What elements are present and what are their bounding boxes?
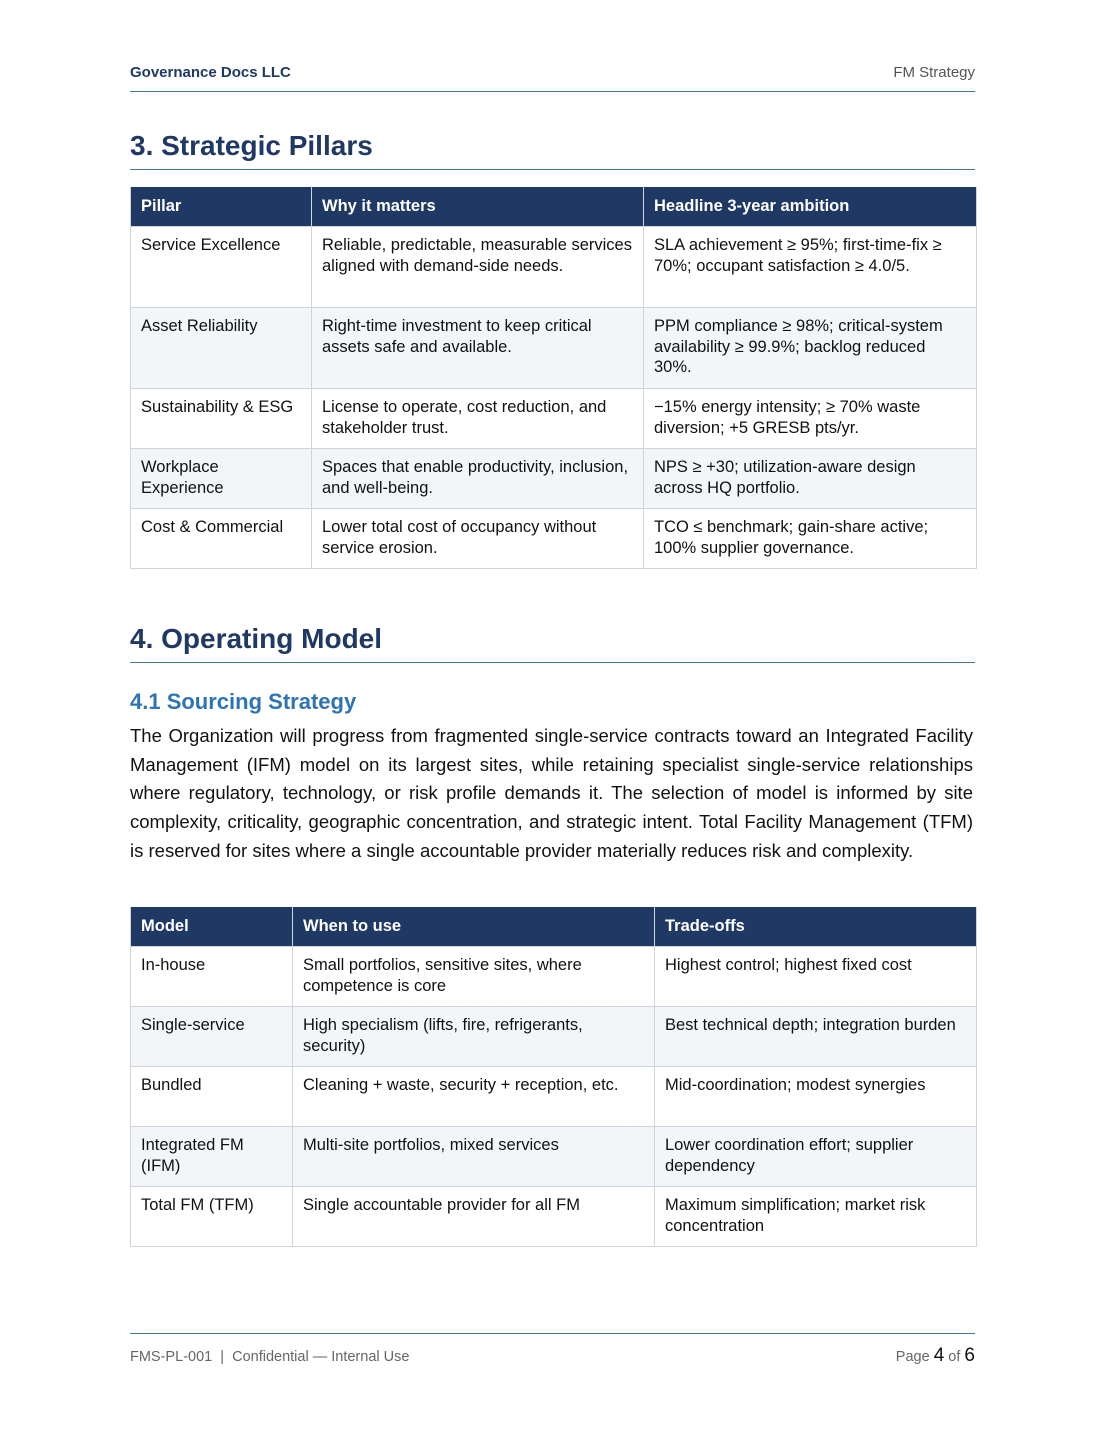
table-row bbox=[131, 389, 977, 449]
table-cell: Integrated FM (IFM) bbox=[131, 1127, 293, 1187]
footer-document-info bbox=[130, 1349, 409, 1365]
table-cell: Lower total cost of occupancy without service erosion. bbox=[312, 509, 644, 569]
section-heading-operating-model: 4. Operating Model bbox=[130, 622, 975, 663]
column-header: Trade-offs bbox=[655, 907, 977, 947]
page-footer bbox=[130, 1333, 975, 1367]
table-cell: Total FM (TFM) bbox=[131, 1187, 293, 1247]
table-cell: −15% energy intensity; ≥ 70% waste diversion; +5 GRESB pts/yr. bbox=[644, 389, 977, 449]
table-cell: Small portfolios, sensitive sites, where competence is core bbox=[293, 947, 655, 1007]
table-cell: PPM compliance ≥ 98%; critical-system availability ≥ 99.9%; backlog reduced 30%. bbox=[644, 308, 977, 389]
table-cell: Multi-site portfolios, mixed services bbox=[293, 1127, 655, 1187]
sourcing-strategy-paragraph: The Organization will progress from fragmented single-service contracts toward an Integrated Facility Management (IFM) model on its largest sites, while retaining specialist single-service relationships where regulatory, technology, or risk profile demands it. The selection of model is informed by site complexity, criticality, geographic concentration, and strategic intent. Total Facility Management (TFM) is reserved for sites where a single accountable provider materially reduces risk and complexity. bbox=[130, 725, 973, 861]
table-cell: Best technical depth; integration burden bbox=[655, 1007, 977, 1067]
table-cell: Service Excellence bbox=[131, 227, 312, 308]
table-row bbox=[131, 1007, 977, 1067]
table-header-row bbox=[131, 907, 977, 947]
total-page-number: 6 bbox=[964, 1345, 975, 1366]
classification-label: Confidential — Internal Use bbox=[232, 1349, 410, 1365]
table-cell: Reliable, predictable, measurable services aligned with demand-side needs. bbox=[312, 227, 644, 308]
table-cell: In-house bbox=[131, 947, 293, 1007]
column-header: Pillar bbox=[131, 187, 312, 227]
table-cell: High specialism (lifts, fire, refrigerants, security) bbox=[293, 1007, 655, 1067]
section-heading-strategic-pillars: 3. Strategic Pillars bbox=[130, 129, 975, 170]
company-name: Governance Docs LLC bbox=[130, 64, 291, 81]
column-header: Why it matters bbox=[312, 187, 644, 227]
table-cell: Maximum simplification; market risk concentration bbox=[655, 1187, 977, 1247]
footer-separator: | bbox=[220, 1349, 225, 1365]
table-cell: Single-service bbox=[131, 1007, 293, 1067]
table-cell: Cost & Commercial bbox=[131, 509, 312, 569]
table-row bbox=[131, 1127, 977, 1187]
table-header-row bbox=[131, 187, 977, 227]
document-id: FMS-PL-001 bbox=[130, 1349, 213, 1365]
table-row bbox=[131, 1187, 977, 1247]
table-cell: Asset Reliability bbox=[131, 308, 312, 389]
sourcing-models-table bbox=[130, 907, 977, 1247]
table-row bbox=[131, 947, 977, 1007]
table-cell: Bundled bbox=[131, 1067, 293, 1127]
subsection-heading-sourcing-strategy: 4.1 Sourcing Strategy bbox=[130, 689, 357, 714]
table-cell: TCO ≤ benchmark; gain-share active; 100% supplier governance. bbox=[644, 509, 977, 569]
column-header: Model bbox=[131, 907, 293, 947]
table-cell: Single accountable provider for all FM bbox=[293, 1187, 655, 1247]
table-cell: Right-time investment to keep critical assets safe and available. bbox=[312, 308, 644, 389]
table-row bbox=[131, 308, 977, 389]
table-cell: Lower coordination effort; supplier dependency bbox=[655, 1127, 977, 1187]
table-cell: Sustainability & ESG bbox=[131, 389, 312, 449]
table-row bbox=[131, 449, 977, 509]
page-of-label: of bbox=[948, 1349, 961, 1365]
column-header: Headline 3-year ambition bbox=[644, 187, 977, 227]
table-cell: Cleaning + waste, security + reception, etc. bbox=[293, 1067, 655, 1127]
table-cell: Mid-coordination; modest synergies bbox=[655, 1067, 977, 1127]
table-cell: License to operate, cost reduction, and stakeholder trust. bbox=[312, 389, 644, 449]
strategic-pillars-table bbox=[130, 187, 977, 569]
table-cell: Spaces that enable productivity, inclusion, and well-being. bbox=[312, 449, 644, 509]
page-label: Page bbox=[895, 1349, 930, 1365]
page-counter bbox=[896, 1345, 975, 1367]
current-page-number: 4 bbox=[933, 1345, 945, 1366]
page-header bbox=[130, 64, 975, 92]
table-row bbox=[131, 509, 977, 569]
table-cell: SLA achievement ≥ 95%; first-time-fix ≥ 70%; occupant satisfaction ≥ 4.0/5. bbox=[644, 227, 977, 308]
table-row bbox=[131, 227, 977, 308]
table-cell: NPS ≥ +30; utilization-aware design across HQ portfolio. bbox=[644, 449, 977, 509]
column-header: When to use bbox=[293, 907, 655, 947]
table-row bbox=[131, 1067, 977, 1127]
document-title: FM Strategy bbox=[893, 64, 975, 81]
table-cell: Highest control; highest fixed cost bbox=[655, 947, 977, 1007]
table-cell: Workplace Experience bbox=[131, 449, 312, 509]
